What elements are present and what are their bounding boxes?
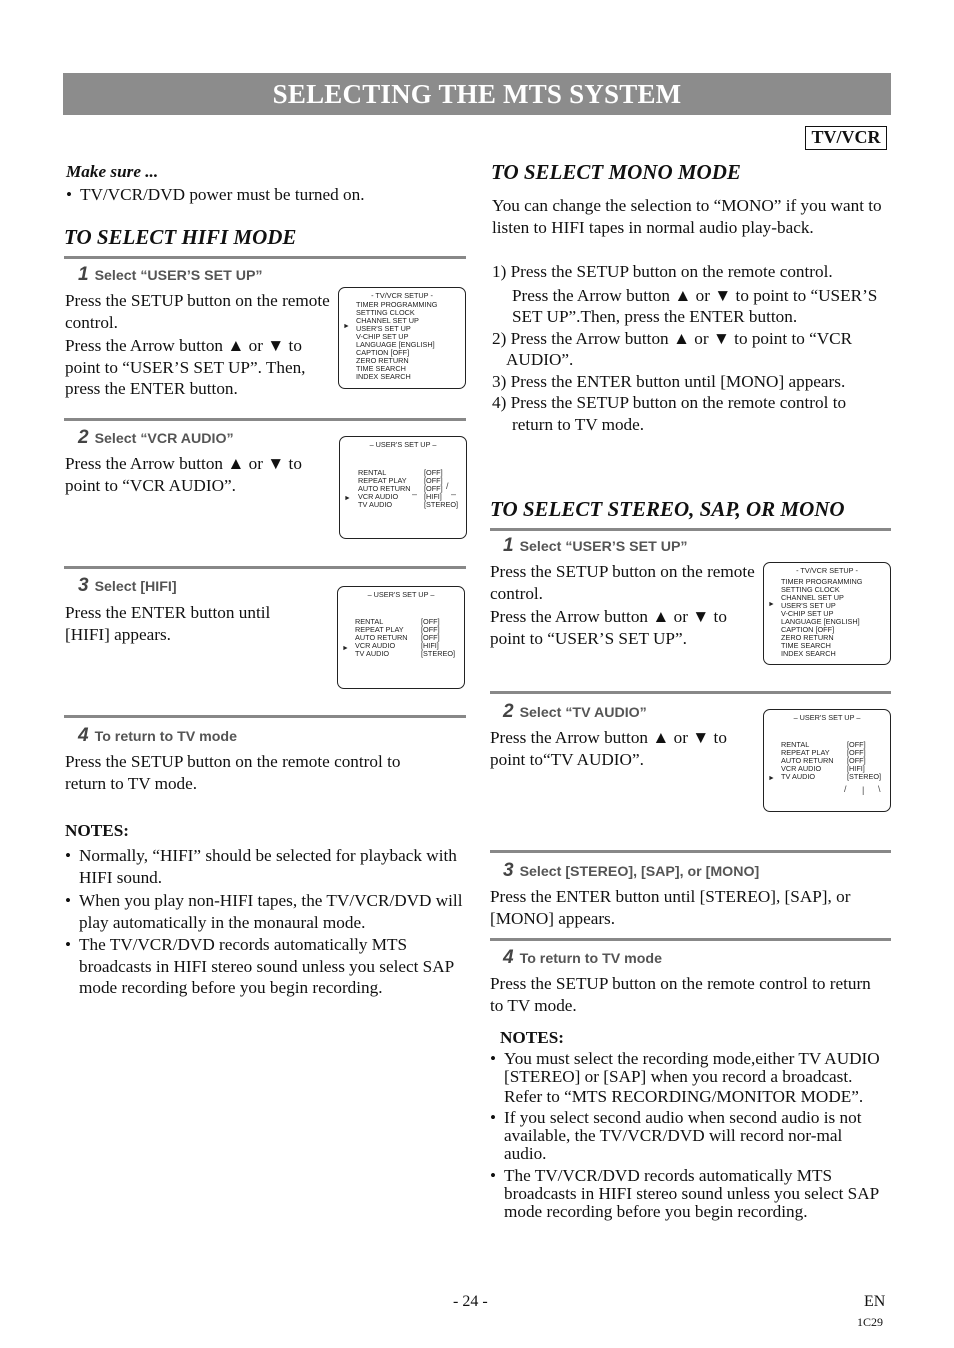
stereo-note-1: You must select the recording mode,either TV AUDIO [STEREO] or [SAP] when you record a broadcast. [504, 1049, 880, 1087]
stereo-step-2-text: Press the Arrow button ▲ or ▼ to point to“TV AUDIO”. [490, 728, 727, 769]
hifi-step-2-head: 2 Select “VCR AUDIO” [78, 427, 234, 448]
stereo-step-1-text: Press the SETUP button on the remote control. Press the Arrow button ▲ or ▼ to point to “USER’S SET UP”. [490, 562, 755, 648]
hifi-step-2-text: Press the Arrow button ▲ or ▼ to point to “VCR AUDIO”. [65, 454, 302, 495]
hifi-step-3-rule [64, 566, 466, 569]
stereo-step-4-text: Press the SETUP button on the remote control to return to TV mode. [490, 974, 871, 1015]
hifi-notes-title: NOTES: [65, 821, 129, 840]
stereo-step-1-head: 1 Select “USER’S SET UP” [503, 535, 688, 556]
hifi-step-1-head: 1 Select “USER’S SET UP” [78, 264, 263, 285]
hifi-step-4-rule [64, 715, 466, 718]
hifi-step-4-text: Press the SETUP button on the remote control to return to TV mode. [65, 752, 401, 793]
hifi-note-1: Normally, “HIFI” should be selected for playback with HIFI sound. [79, 846, 457, 887]
page-title: SELECTING THE MTS SYSTEM [63, 73, 891, 115]
stereo-step-3-rule [490, 850, 891, 853]
user-menu-hifi: – USER'S SET UP – ► RENTAL [OFF] REPEAT PLAY [OFF] AUTO RETURN [OFF] VCR AUDIO [HIFI] TV AUDIO [STEREO] [337, 586, 465, 689]
make-sure-item: TV/VCR/DVD power must be turned on. [80, 185, 365, 204]
tv-vcr-badge: TV/VCR [805, 126, 887, 150]
hifi-step-3-text: Press the ENTER button until [HIFI] appears. [65, 603, 271, 644]
hifi-rule [64, 256, 466, 259]
mono-intro: You can change the selection to “MONO” if you want to listen to HIFI tapes in normal audio play-back. [492, 196, 882, 237]
stereo-note-3: The TV/VCR/DVD records automatically MTS broadcasts in HIFI stereo sound unless you select SAP mode recording before you begin recording. [504, 1165, 879, 1222]
stereo-step-3-head: 3 Select [STEREO], [SAP], or [MONO] [503, 860, 760, 881]
stereo-step-4-head: 4 To return to TV mode [503, 947, 662, 968]
hifi-title: TO SELECT HIFI MODE [64, 225, 297, 249]
setup-menu-1: - TV/VCR SETUP - ► TIMER PROGRAMMING SETTING CLOCK CHANNEL SET UP USER'S SET UP V-CHIP SET UP LANGUAGE [ENGLISH] CAPTION [OFF] ZERO RETURN TIME SEARCH INDEX SEARCH [338, 287, 466, 389]
page-number: - 24 - [453, 1293, 488, 1310]
stereo-notes-title: NOTES: [500, 1028, 564, 1047]
mono-step-3: Press the ENTER button until [MONO] appears. [510, 371, 846, 391]
hifi-note-2: When you play non-HIFI tapes, the TV/VCR/DVD will play automatically in the monaural mode. [79, 891, 463, 932]
mono-step-2: Press the Arrow button ▲ or ▼ to point to “VCR AUDIO”. [506, 328, 853, 369]
stereo-step-2-rule [490, 691, 891, 694]
hifi-step-3-head: 3 Select [HIFI] [78, 575, 177, 596]
hifi-step-4-head: 4 To return to TV mode [78, 725, 237, 746]
language-code: EN [864, 1293, 886, 1310]
stereo-step-4-rule [490, 938, 891, 941]
stereo-step-3-text: Press the ENTER button until [STEREO], [SAP], or [MONO] appears. [490, 887, 851, 928]
stereo-title: TO SELECT STEREO, SAP, OR MONO [490, 497, 845, 521]
hifi-notes-list: • Normally, “HIFI” should be selected for playback with HIFI sound. • When you play non-HIFI tapes, the TV/VCR/DVD will play automatically in the monaural mode. • The TV/VCR/DVD records automatically MTS broadcasts in HIFI stereo sound unless you select SAP mode recording before you begin recording. [65, 846, 463, 997]
mono-title: TO SELECT MONO MODE [491, 160, 741, 184]
stereo-rule [490, 528, 891, 531]
mono-step-4: Press the SETUP button on the remote control to return to TV mode. [510, 393, 847, 434]
mono-step-1: Press the SETUP button on the remote control. [510, 262, 833, 281]
hifi-step-1-text: Press the SETUP button on the remote control. Press the Arrow button ▲ or ▼ to point to “USER’S SET UP”. Then, press the ENTER button. [65, 291, 330, 398]
setup-menu-2: - TV/VCR SETUP - ► TIMER PROGRAMMING SETTING CLOCK CHANNEL SET UP USER'S SET UP V-CHIP SET UP LANGUAGE [ENGLISH] CAPTION [OFF] ZERO RETURN TIME SEARCH INDEX SEARCH [763, 562, 891, 665]
stereo-notes-list: • You must select the recording mode,either TV AUDIO [STEREO] or [SAP] when you record a broadcast. Refer to “MTS RECORDING/MONITOR MODE”. • If you select second audio when second audio is not available, the TV/VCR/DVD will record nor-mal audio. • The TV/VCR/DVD records automatically MTS broadcasts in HIFI stereo sound unless you select SAP mode recording before you begin recording. [490, 1049, 880, 1222]
user-menu-vcr-audio: – USER'S SET UP – ► RENTAL [OFF] REPEAT PLAY [OFF] AUTO RETURN [OFF] VCR AUDIO [HIFI] TV AUDIO [STEREO] – – / [339, 436, 467, 539]
hifi-note-3: The TV/VCR/DVD records automatically MTS broadcasts in HIFI stereo sound unless you select SAP mode recording before you begin recording. [79, 935, 454, 997]
stereo-step-2-head: 2 Select “TV AUDIO” [503, 701, 647, 722]
stereo-note-1-ref: Refer to “MTS RECORDING/MONITOR MODE”. [504, 1086, 864, 1106]
stereo-note-2: If you select second audio when second audio is not available, the TV/VCR/DVD will record nor-mal audio. [504, 1107, 862, 1164]
make-sure-heading: Make sure ... [66, 162, 159, 181]
user-menu-tv-audio: – USER'S SET UP – ► RENTAL [OFF] REPEAT PLAY [OFF] AUTO RETURN [OFF] VCR AUDIO [HIFI] TV AUDIO [STEREO] / | \ [763, 709, 891, 812]
model-code: 1C29 [857, 1315, 884, 1329]
mono-step-1b: Press the Arrow button ▲ or ▼ to point to “USER’S SET UP”.Then, press the ENTER button. [512, 285, 878, 326]
mono-steps: 1) Press the SETUP button on the remote control. Press the Arrow button ▲ or ▼ to point to “USER’S SET UP”.Then, press the ENTER button. 2) Press the Arrow button ▲ or ▼ to point to “VCR AUDIO”. 3) Press the ENTER button until [MONO] appears. 4) Press the SETUP button on the remote control to return to TV mode. [492, 262, 878, 434]
hifi-step-2-rule [64, 418, 466, 421]
make-sure-list: • TV/VCR/DVD power must be turned on. [66, 185, 365, 204]
